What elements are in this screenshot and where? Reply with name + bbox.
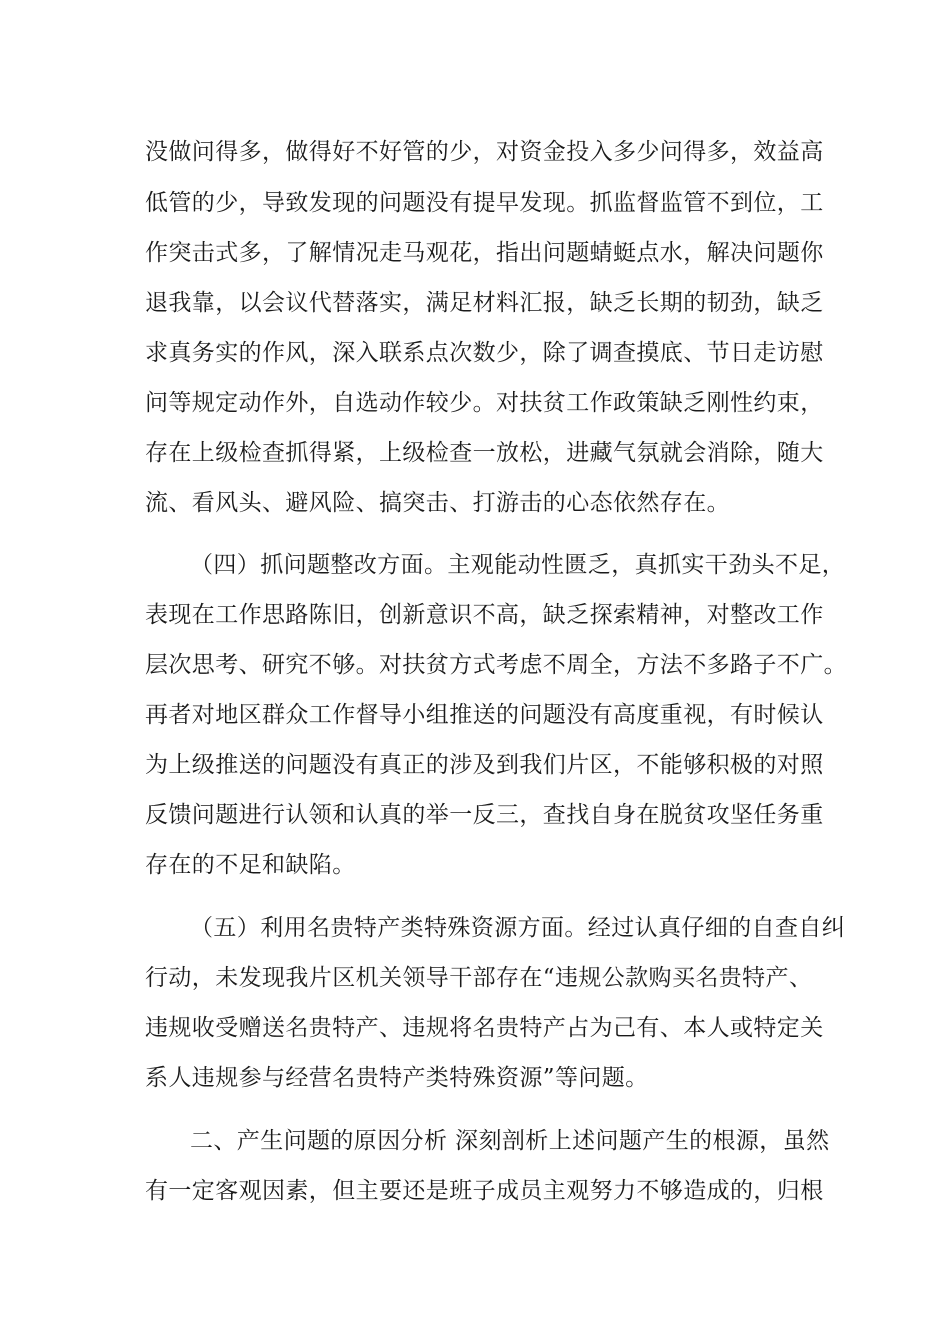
paragraph-2-line-2: 表现在工作思路陈旧，创新意识不高，缺乏探索精神，对整改工作 — [145, 602, 824, 628]
paragraph-1-line-2: 低管的少，导致发现的问题没有提早发现。抓监督监管不到位，工 — [145, 190, 824, 216]
paragraph-2-line-7: 存在的不足和缺陷。 — [145, 852, 356, 878]
paragraph-2-line-5: 为上级推送的问题没有真正的涉及到我们片区，不能够积极的对照 — [145, 752, 824, 778]
paragraph-2-line-1: （四）抓问题整改方面。主观能动性匮乏，真抓实干劲头不足， — [190, 552, 846, 578]
paragraph-1-line-4: 退我靠，以会议代替落实，满足材料汇报，缺乏长期的韧劲，缺乏 — [145, 290, 824, 316]
paragraph-1-line-3: 作突击式多，了解情况走马观花，指出问题蜻蜓点水，解决问题你 — [145, 240, 824, 266]
paragraph-1-line-6: 问等规定动作外，自选动作较少。对扶贫工作政策缺乏刚性约束， — [145, 390, 824, 416]
paragraph-1-line-1: 没做问得多，做得好不好管的少，对资金投入多少问得多，效益高 — [145, 139, 824, 165]
paragraph-2-line-3: 层次思考、研究不够。对扶贫方式考虑不周全，方法不多路子不广。 — [145, 652, 847, 678]
paragraph-4-line-1: 二、产生问题的原因分析 深刻剖析上述问题产生的根源，虽然 — [190, 1128, 830, 1154]
paragraph-1-line-8: 流、看风头、避风险、搞突击、打游击的心态依然存在。 — [145, 490, 730, 516]
paragraph-1-line-5: 求真务实的作风，深入联系点次数少，除了调查摸底、节日走访慰 — [145, 340, 824, 366]
paragraph-4-line-2: 有一定客观因素，但主要还是班子成员主观努力不够造成的，归根 — [145, 1178, 824, 1204]
paragraph-2-line-6: 反馈问题进行认领和认真的举一反三，查找自身在脱贫攻坚任务重 — [145, 802, 824, 828]
paragraph-3-line-2: 行动，未发现我片区机关领导干部存在“违规公款购买名贵特产、 — [145, 965, 813, 991]
paragraph-1-line-7: 存在上级检查抓得紧，上级检查一放松，进藏气氛就会消除，随大 — [145, 440, 824, 466]
paragraph-3-line-1: （五）利用名贵特产类特殊资源方面。经过认真仔细的自查自纠 — [190, 915, 846, 941]
paragraph-2-line-4: 再者对地区群众工作督导小组推送的问题没有高度重视，有时候认 — [145, 702, 824, 728]
paragraph-3-line-3: 违规收受赠送名贵特产、违规将名贵特产占为己有、本人或特定关 — [145, 1015, 824, 1041]
paragraph-3-line-4: 系人违规参与经营名贵特产类特殊资源”等问题。 — [145, 1065, 649, 1091]
